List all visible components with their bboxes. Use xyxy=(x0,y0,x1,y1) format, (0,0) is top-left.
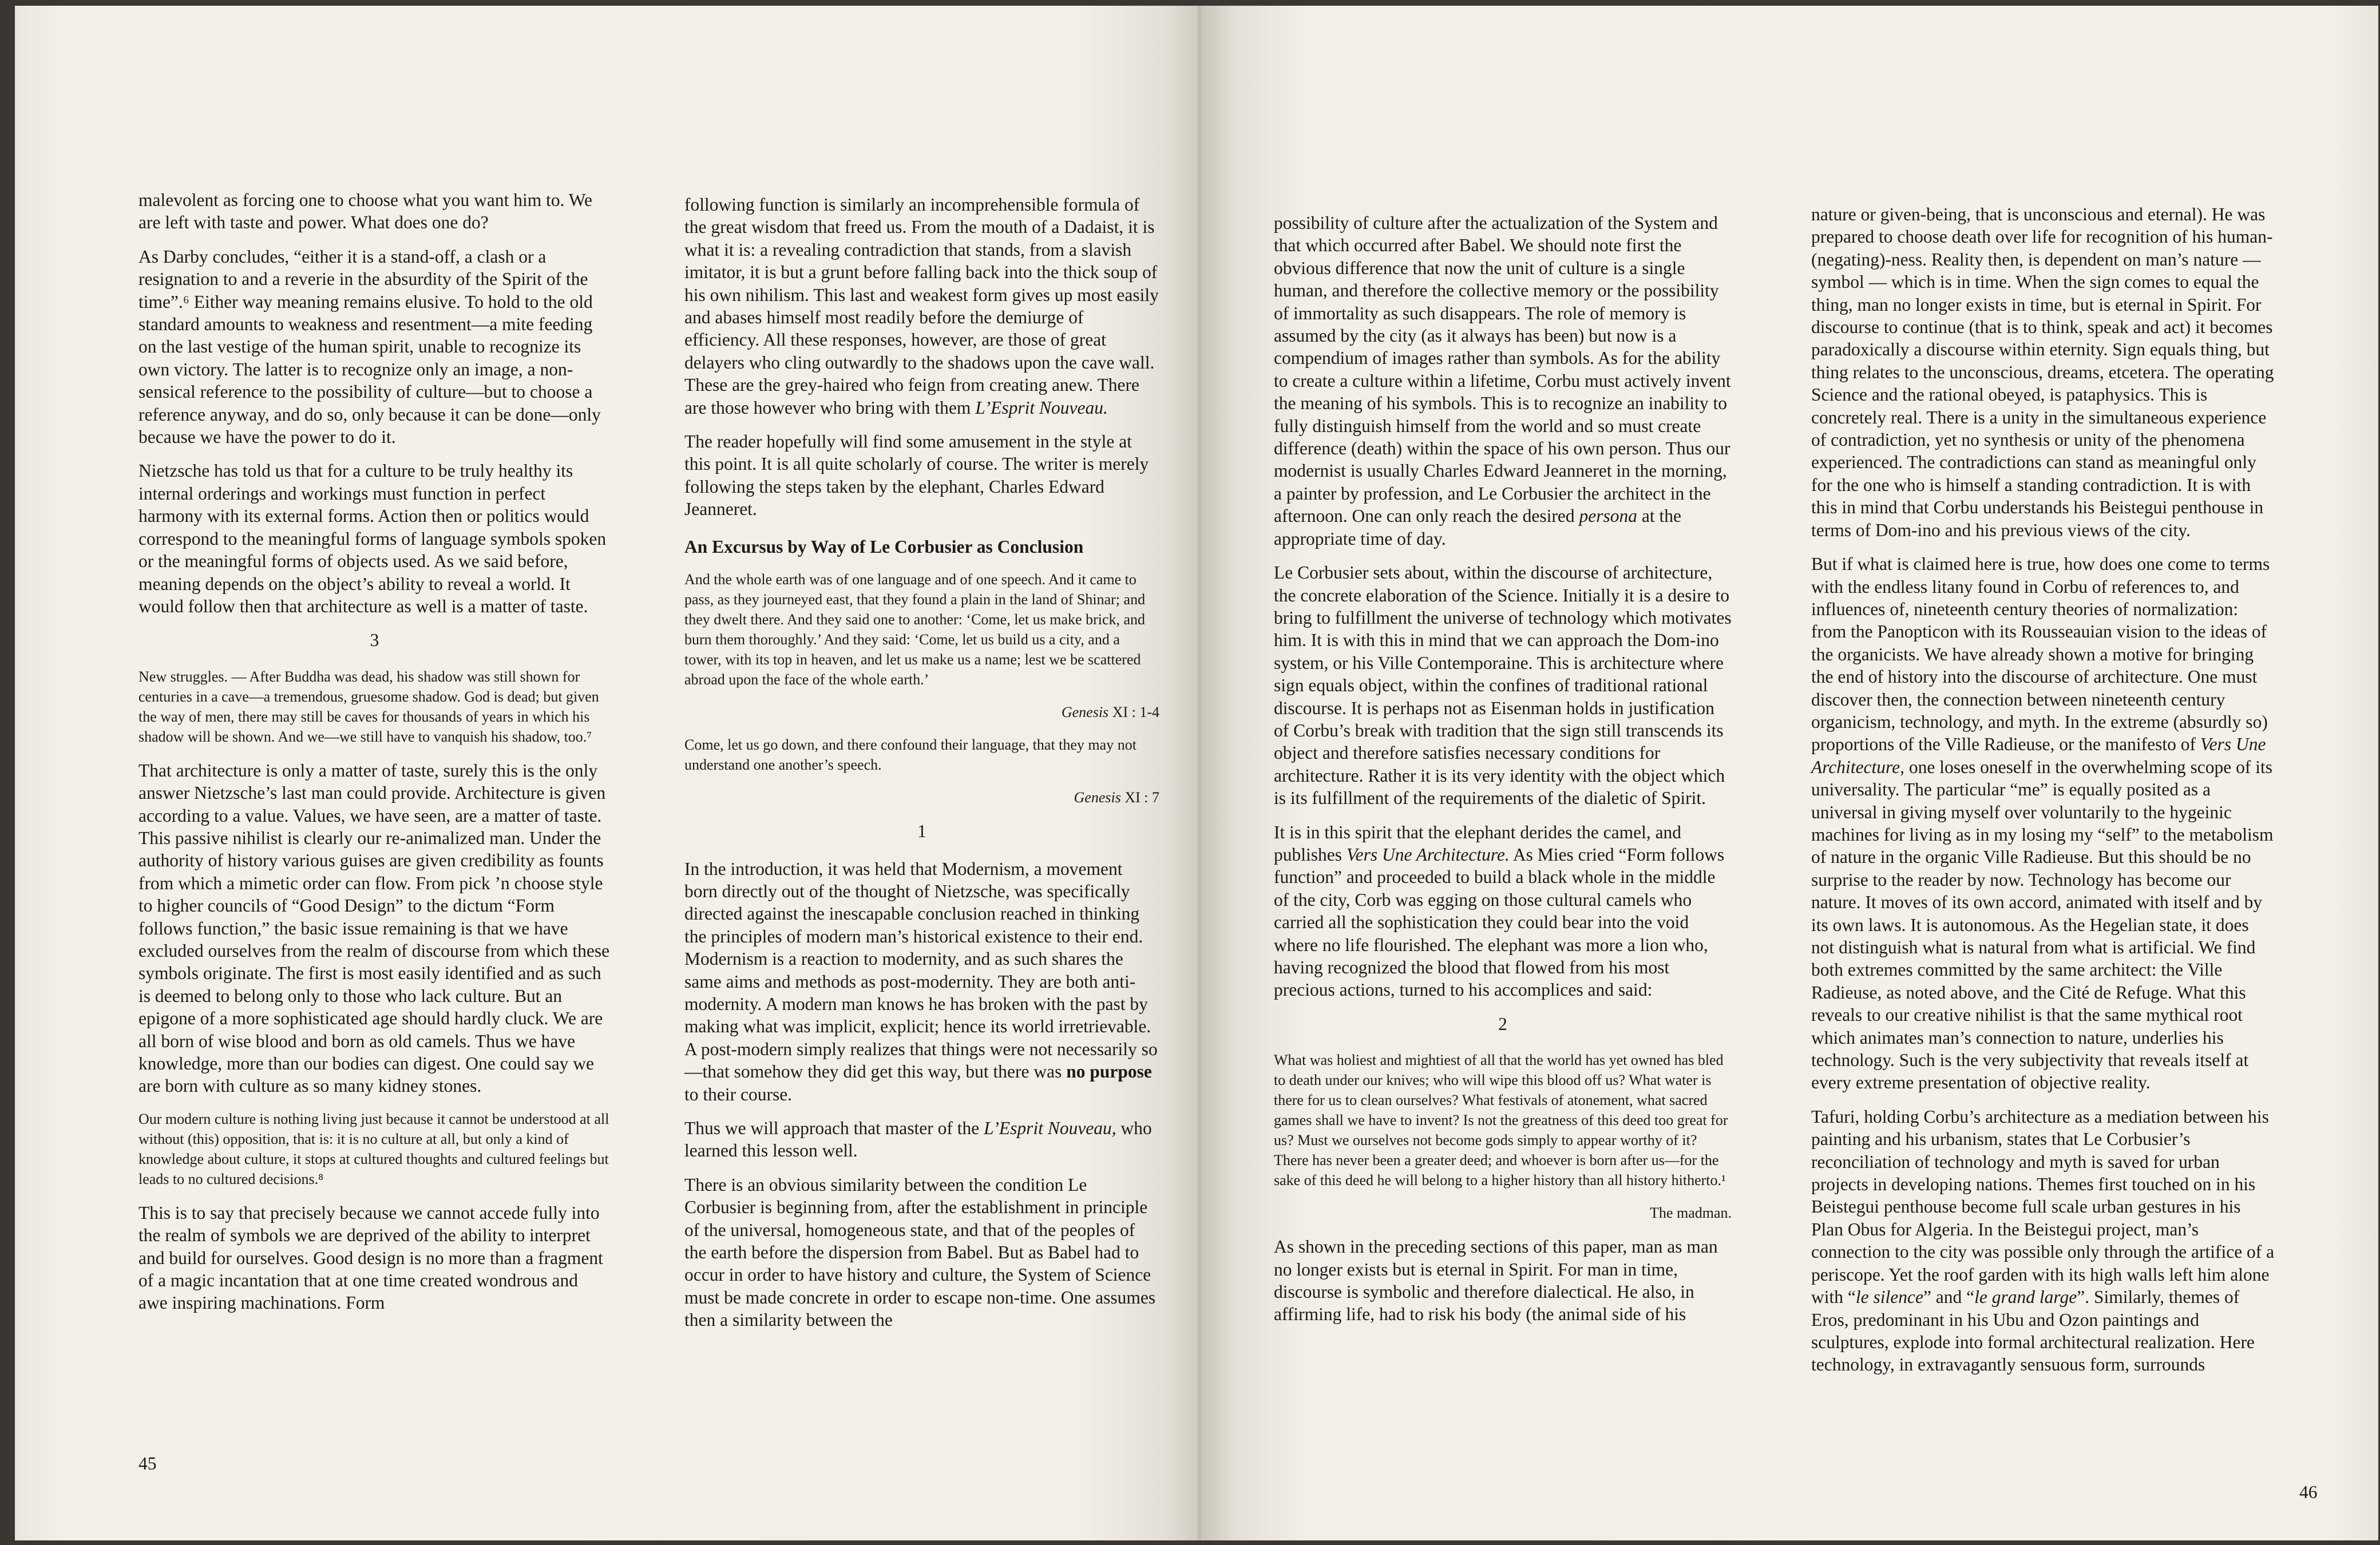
paragraph: This is to say that precisely because we cannot accede fully into the realm of symbols we are deprived of the ability to interpret and build for ourselves. Good design is no more than a fragment of a magic incantation that at one time created wondrous and awe inspiring machinations. Form xyxy=(138,1202,603,1313)
right-page xyxy=(1201,6,2378,1540)
citation-book: Genesis xyxy=(1061,704,1109,721)
paragraph xyxy=(1274,212,1732,550)
citation-ref: XI : 1-4 xyxy=(1112,704,1159,721)
paragraph: That architecture is only a matter of taste, surely this is the only answer Nietzsche’s last man could provide. Architecture is given according to a value. Values, we have seen, are a matter of taste. This passive nihilist is clearly our re-animalized man. Under the authority of history various guises are given credibility as founts from which a mimetic order can flow. From pick ’n choose style to higher councils of “Good Design” to the dictum “Form follows function,” the basic issue remaining is that we have excluded ourselves from the realm of discourse from which these symbols originate. The first is most easily identified and as such is deemed to belong only to those who lack culture. But an epigone of a more sophisticated age should hardly cluck. We are all born of wise blood and born as old camels. Thus we have knowledge, more than our bodies can digest. One could say we are born with culture as so many kidney stones. xyxy=(138,760,610,1096)
paragraph-text: Tafuri, holding Corbu’s architecture as a mediation between his painting and his urbanism, states that Le Corbusier’s reconciliation of technology and myth is saved for urban projects in developing nations. Themes first touched on in his Beistegui penthouse become full scale urban gestures in his Plan Obus for Algeria. In the Beistegui project, man’s connection to the city was possible only through the artifice of a periscope. Yet the roof garden with its high walls left him alone with “ xyxy=(1811,1106,2275,1308)
section-heading: An Excursus by Way of Le Corbusier as Conclusion xyxy=(684,536,1084,557)
italic-phrase: le silence xyxy=(1855,1287,1923,1308)
paragraph-text: As Mies cried “Form follows function” and proceeded to build a black whole in the middle of the city, Corb was egging on those cultural camels who carried all the sophistication they could bear into the void where no life flourished. The elephant was more a lion who, having recognized the blood that flowed from his most precious actions, turned to his accomplices and said: xyxy=(1274,844,1725,1000)
citation-ref: XI : 7 xyxy=(1124,789,1159,806)
paragraph xyxy=(1811,553,2275,1094)
paragraph-text: ”. Similarly, themes of Eros, predominant in his Ubu and Ozon paintings and sculptures, explode into formal architectural realization. Here technology, in extravagantly sensuous form, surrounds xyxy=(1811,1287,2255,1375)
right-column-2 xyxy=(1811,203,2275,1388)
italic-title: Vers Une Architecture, xyxy=(1811,734,2266,777)
paragraph xyxy=(1274,821,1732,1001)
paragraph-text: It is in this spirit that the elephant derides the camel, and publishes xyxy=(1274,822,1682,865)
paragraph-text: But if what is claimed here is true, how does one come to terms with the endless litany found in Corbu of references to, and influences of, nineteenth century theories of normalization: from the Panopticon with its Rousseauian vision to the ideas of the organicists. We have already shown a motive for bringing the end of history into the discourse of architecture. One must discover then, the connection between nineteenth century organicism, technology, and myth. In the extreme (absurdly so) proportions of the Ville Radieuse, or the manifesto of xyxy=(1811,554,2270,755)
paragraph xyxy=(1811,1106,2275,1376)
paragraph: nature or given-being, that is unconscious and eternal). He was prepared to choose death over life for recognition of his human-(negating)-ness. Reality then, is dependent on man’s nature — symbol — which is in time. When the sign comes to equal the thing, man no longer exists in time, but is eternal in Spirit. For discourse to continue (that is to think, speak and act) it becomes paradoxically a discourse within eternity. Sign equals thing, but thing relates to the unconscious, dreams, etcetera. The operating Science and the rational obeyed, is pataphysics. This is concretely real. There is a unity in the simultaneous experience of contradiction, yet no synthesis or unity of the phenomena experienced. The contradictions can stand as meaningful only for the one who is himself a standing contradiction. It is with this in mind that Corbu understands his Beistegui penthouse in terms of Dom-ino and his previous views of the city. xyxy=(1811,204,2274,540)
paragraph-text: ” and “ xyxy=(1923,1287,1975,1308)
section-number: 2 xyxy=(1498,1013,1507,1034)
paragraph-text: Thus we will approach that master of the xyxy=(684,1118,980,1138)
page-number: 46 xyxy=(2299,1482,2318,1502)
left-page xyxy=(15,6,1201,1540)
block-quote: And the whole earth was of one language and of one speech. And it came to pass, as they journeyed east, that they found a plain in the land of Shinar; and they dwelt there. And they said one to another: ‘Come, let us make brick, and burn them thoroughly.’ And they said: ‘Come, let us build us a city, and a tower, with its top in heaven, and let us make us a name; lest we be scattered abroad upon the face of the whole earth.’ xyxy=(684,571,1146,688)
paragraph xyxy=(684,858,1159,1106)
paragraph: There is an obvious similarity between the condition Le Corbusier is beginning from, after the establishment in principle of the universal, homogeneous state, and that of the peoples of the earth before the dispersion from Babel. But as Babel had to occur in order to have history and culture, the System of Science must be made concrete in order to escape non-time. One assumes then a similarity between the xyxy=(684,1174,1156,1330)
paragraph-text: possibility of culture after the actualization of the System and that which occurred after Babel. We should note first the obvious difference that now the unit of culture is a single human, and therefore the collective memory or the possibility of immortality as such disappears. The role of memory is assumed by the city (as it always has been) but now is a compendium of images rather than symbols. As for the ability to create a culture within a lifetime, Corbu must actively invent the meaning of his symbols. This is to recognize an inability to fully distinguish himself from the world and so must create difference (death) within the space of his own person. Thus our modernist is usually Charles Edward Jeanneret in the morning, a painter by profession, and Le Corbusier the architect in the afternoon. One can only reach the desired xyxy=(1274,213,1731,526)
paragraph-text: following function is similarly an incomprehensible formula of the great wisdom that freed us. From the mouth of a Dadaist, it is what it is: a revealing contradiction that stands, from a slavish imitator, it is but a grunt before falling back into the thick soup of his own nihilism. This last and weakest form gives up most easily and abases himself most readily before the demiurge of efficiency. All these responses, however, are those of great delayers who cling outwardly to the shadows upon the cave wall. These are the grey-haired who feign from creating anew. There are those however who bring with them xyxy=(684,195,1159,418)
italic-title: L’Esprit Nouveau, xyxy=(984,1118,1116,1138)
right-column-1 xyxy=(1274,212,1732,1337)
page-number: 45 xyxy=(138,1453,157,1473)
paragraph: Nietzsche has told us that for a culture to be truly healthy its internal orderings and workings must function in perfect harmony with its external forms. Action then or politics would correspond to the meaningful forms of language symbols spoken or the meaningful forms of objects used. As we said before, meaning depends on the object’s ability to reveal a world. It would follow then that architecture as well is a matter of taste. xyxy=(138,461,607,616)
paragraph-text: at the appropriate time of day. xyxy=(1274,506,1681,549)
paragraph-text: one loses oneself in the overwhelming scope of its universality. The particular “me” is equally posited as a universal in giving myself over voluntarily to the hygeinic machines for living as in my losing my “self” to the metabolism of nature in the organic Ville Radieuse. But this should be no surprise to the reader by now. Technology has become our nature. It moves of its own accord, animated with itself and by its own laws. It is autonomous. As the Hegelian state, it does not distinguish what is natural from what is artificial. We find both extremes committed by the same architect: the Ville Radieuse, as noted above, and the Cité de Refuge. What this reveals to our creative nihilist is that the same mythical root which animates man’s connection to nature, underlies his technology. Such is the very subjectivity that reveals itself at every extreme presentation of objective reality. xyxy=(1811,756,2274,1093)
paragraph-text: to their course. xyxy=(684,1084,793,1104)
left-column-2 xyxy=(684,193,1159,1343)
paragraph: As Darby concludes, “either it is a stand-off, a clash or a resignation to and a reverie in the absurdity of the Spirit of the time”.⁶ Either way meaning remains elusive. To hold to the old standard amounts to weakness and resentment—a mite feeding on the last vestige of the human spirit, unable to recognize its own victory. The latter is to recognize only an image, a non-sensical reference to the possibility of culture—but to choose a reference anyway, and do so, only because it can be done—only because we have the power to do it. xyxy=(138,246,601,447)
block-quote: Come, let us go down, and there confound their language, that they may not understand one another’s speech. xyxy=(684,736,1136,774)
italic-phrase: le grand large xyxy=(1974,1287,2077,1308)
paragraph-text: who learned this lesson well. xyxy=(684,1118,1152,1161)
italic-title: Vers Une Architecture. xyxy=(1346,844,1510,865)
citation xyxy=(684,787,1159,807)
paragraph-text: In the introduction, it was held that Modernism, a movement born directly out of the thought of Nietzsche, was specifically directed against the inescapable conclusion reached in thinking the principles of modern man’s historical existence to their end. Modernism is a reaction to modernity, and as such shares the same aims and methods as post-modernity. They are both anti-modernity. A modern man knows he has broken with the past by making what was implicit, explicit; hence its world irretrievable. A post-modern simply realizes that things were not necessarily so—that somehow they did get this way, but there was xyxy=(684,858,1158,1082)
citation xyxy=(684,702,1159,722)
paragraph: Le Corbusier sets about, within the discourse of architecture, the concrete elaboration of the Science. Initially it is a desire to bring to fulfillment the universe of technology which motivates him. It is with this in mind that we can approach the Dom-ino system, or his Ville Contemporaine. This is architecture where sign equals object, within the confines of traditional rational discourse. It is perhaps not as Eisenman holds in justification of Corbu’s break with tradition that the sign still transcends its object and therefore satisfies necessary conditions for architecture. Rather it is its very identity with the object which is its fulfillment of the requirements of the dialetic of Spirit. xyxy=(1274,562,1732,809)
bold-text: no purpose xyxy=(1066,1061,1152,1082)
paragraph: malevolent as forcing one to choose what you want him to. We are left with taste and power. What does one do? xyxy=(138,190,592,233)
citation: The madman. xyxy=(1650,1205,1732,1222)
italic-title: L’Esprit Nouveau. xyxy=(975,397,1108,418)
left-column-1 xyxy=(138,189,611,1326)
paragraph xyxy=(684,1117,1159,1162)
section-number: 3 xyxy=(370,630,379,651)
italic-word: persona xyxy=(1579,506,1638,526)
block-quote: Our modern culture is nothing living just because it cannot be understood at all without (this) opposition, that is: it is no culture at all, but only a kind of knowledge about culture, it stops at cultured thoughts and cultured feelings but leads to no cultured decisions.⁸ xyxy=(138,1110,609,1187)
block-quote: New struggles. — After Buddha was dead, his shadow was still shown for centuries in a cave—a tremendous, gruesome shadow. God is dead; but given the way of men, there may still be caves for thousands of years in which his shadow will be shown. And we—we still have to vanquish his shadow, too.⁷ xyxy=(138,668,599,745)
citation-book: Genesis xyxy=(1074,789,1121,806)
paragraph: As shown in the preceding sections of this paper, man as man no longer exists but is eternal in Spirit. For man in time, discourse is symbolic and therefore dialectical. He also, in affirming life, had to risk his body (the animal side of his xyxy=(1274,1237,1718,1325)
paragraph: The reader hopefully will find some amusement in the style at this point. It is all quite scholarly of course. The writer is merely following the steps taken by the elephant, Charles Edward Jeanneret. xyxy=(684,431,1149,520)
block-quote: What was holiest and mightiest of all that the world has yet owned has bled to death under our knives; who will wipe this blood off us? What water is there for us to clean ourselves? What festivals of atonement, what sacred games shall we have to invent? Is not the greatness of this deed too great for us? Must we ourselves not become gods simply to appear worthy of it? There has never been a greater deed; and whoever is born after us—for the sake of this deed he will belong to a higher history than all history hitherto.¹ xyxy=(1274,1052,1728,1189)
section-number: 1 xyxy=(917,821,926,842)
paragraph xyxy=(684,193,1159,419)
